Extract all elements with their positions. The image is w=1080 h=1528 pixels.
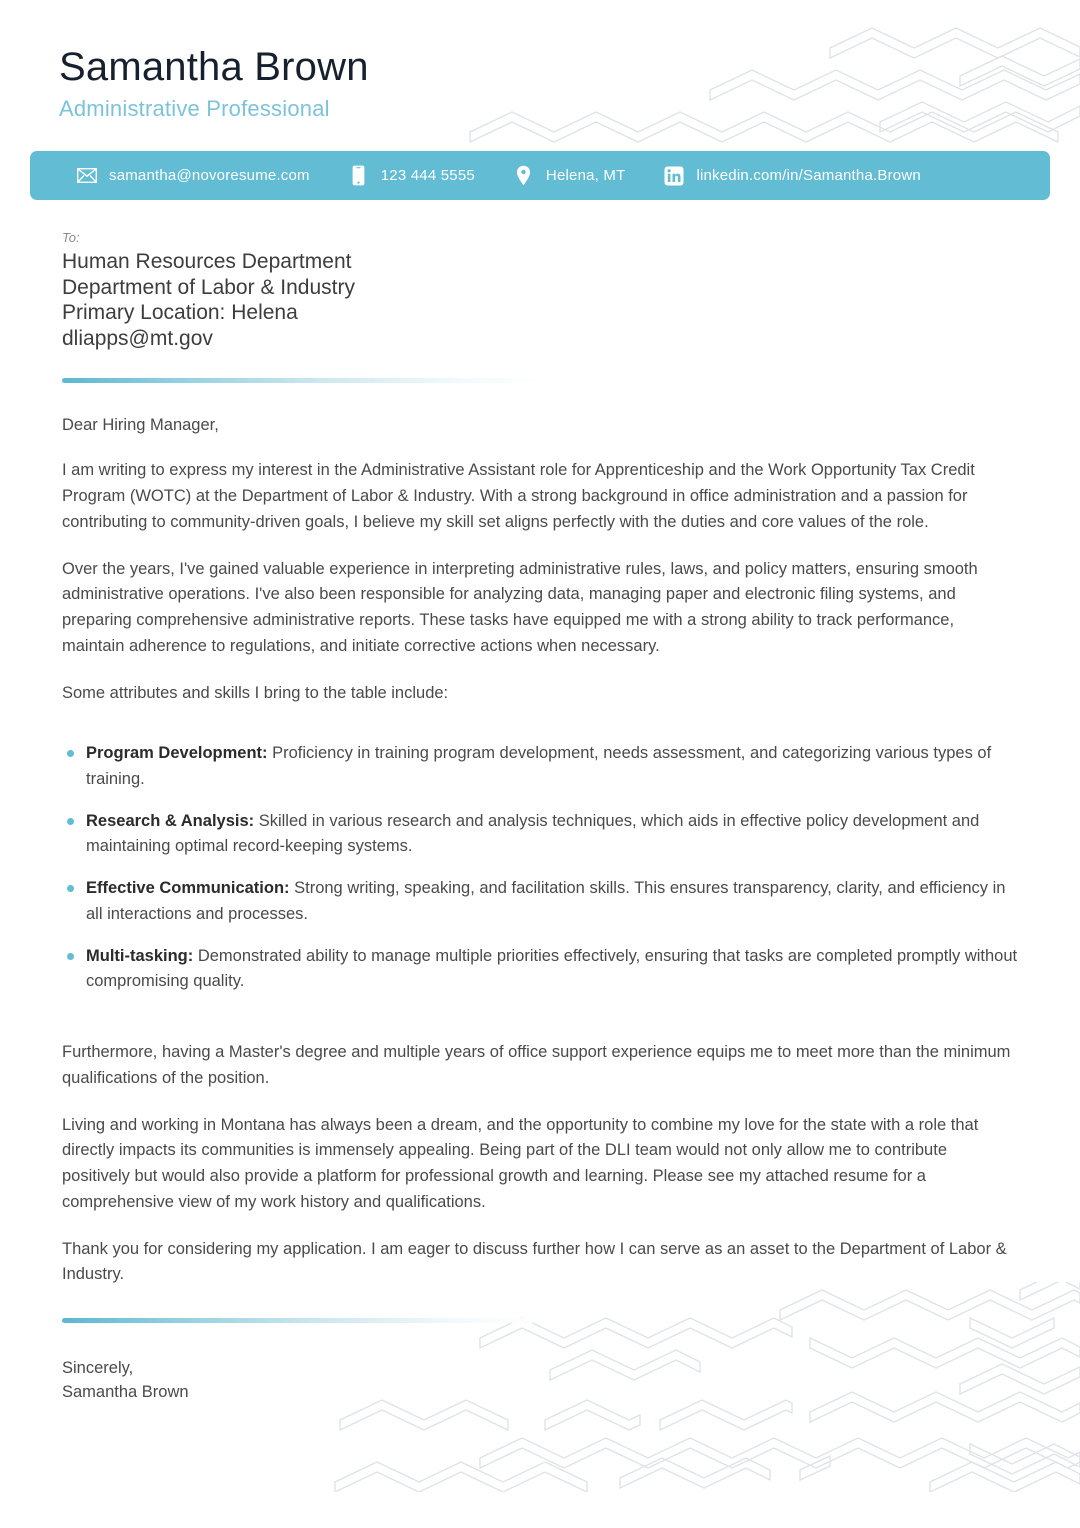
closing-text: Sincerely, — [62, 1359, 134, 1377]
paragraph-4: Living and working in Montana has always been a dream, and the opportunity to combine my love for the state with a role that directly impacts its communities is immensely appealing. Being part of the DLI team would not only allow me to contribute positively but would also provide a platform for professional growth and learning. Please see my attached resume for a comprehensive view of my work history and qualifications. — [62, 1115, 979, 1211]
location-pin-icon — [513, 165, 535, 187]
bullet-text: Demonstrated ability to manage multiple priorities effectively, ensuring that tasks are completed promptly without compromising quality. — [86, 946, 1018, 991]
bullet-dot-icon — [67, 885, 74, 892]
bullet-lead: Research & Analysis: — [86, 811, 255, 830]
contact-item-linkedin[interactable] — [663, 165, 920, 187]
paragraph-5: Thank you for considering my application. I am eager to discuss further how I can serve as an asset to the Department of Labor & Industry. — [62, 1239, 1007, 1284]
envelope-icon — [76, 165, 98, 187]
paragraph-2: Over the years, I've gained valuable experience in interpreting administrative rules, laws, and policy matters, ensuring smooth administrative operations. I've also been responsible for analyzing data, managing paper and electronic filing systems, and preparing comprehensive administrative reports. These tasks have equipped me with a strong ability to track performance, maintain adherence to regulations, and initiate corrective actions when necessary. — [62, 559, 978, 655]
phone-icon — [348, 165, 370, 187]
bullet-dot-icon — [67, 750, 74, 757]
bullet-lead: Effective Communication: — [86, 879, 290, 898]
bullet-dot-icon — [67, 953, 74, 960]
bullet-dot-icon — [67, 818, 74, 825]
signature-block — [62, 1357, 1018, 1405]
job-title: Administrative Professional — [59, 96, 330, 122]
divider-top — [62, 378, 542, 383]
contact-item-email[interactable] — [76, 165, 310, 187]
letter-header — [0, 0, 1080, 122]
bullet-lead: Multi-tasking: — [86, 946, 194, 965]
contact-item-phone[interactable] — [348, 165, 475, 187]
bullet-text: Strong writing, speaking, and facilitation skills. This ensures transparency, clarity, and efficiency in all interactions and processes. — [86, 879, 1006, 923]
divider-bottom — [62, 1318, 542, 1323]
bullet-text: Skilled in various research and analysis techniques, which aids in effective policy development and maintaining optimal record-keeping systems. — [86, 811, 980, 856]
signature-name: Samantha Brown — [62, 1382, 189, 1401]
letter-body — [0, 230, 1080, 1405]
salutation: Dear Hiring Manager, — [62, 415, 219, 434]
contact-bar — [30, 151, 1050, 200]
skills-list — [62, 741, 1018, 995]
recipient-line: Primary Location: Helena — [62, 301, 298, 325]
contact-email-text: samantha@novoresume.com — [109, 167, 310, 185]
list-item — [62, 741, 1018, 792]
list-item — [62, 809, 1018, 860]
spacer — [62, 995, 1018, 1019]
paragraph-3: Furthermore, having a Master's degree and multiple years of office support experience equips me to meet more than the minimum qualifications of the position. — [62, 1043, 1011, 1087]
contact-linkedin-text: linkedin.com/in/Samantha.Brown — [696, 167, 921, 185]
contact-phone-text: 123 444 5555 — [380, 167, 475, 185]
list-item — [62, 944, 1018, 995]
page-title: Samantha Brown — [59, 45, 369, 89]
recipient-line: dliapps@mt.gov — [62, 327, 213, 351]
bullet-lead: Program Development: — [86, 744, 268, 763]
contact-location-text: Helena, MT — [545, 167, 626, 185]
linkedin-icon — [663, 165, 685, 187]
paragraph-1: I am writing to express my interest in the Administrative Assistant role for Apprenticeship and the Work Opportunity Tax Credit Program (WOTC) at the Department of Labor & Industry. With a strong background in office administration and a passion for contributing to community-driven goals, I believe my skill set aligns perfectly with the duties and core values of the role. — [62, 461, 975, 531]
recipient-line: Human Resources Department — [62, 250, 352, 274]
recipient-line: Department of Labor & Industry — [62, 275, 355, 299]
list-item — [62, 876, 1018, 927]
recipient-address — [62, 249, 1018, 351]
contact-item-location[interactable] — [513, 165, 626, 187]
skills-intro: Some attributes and skills I bring to the table include: — [62, 683, 449, 702]
recipient-label: To: — [62, 230, 80, 246]
bullet-text: Proficiency in training program development, needs assessment, and categorizing various types of training. — [86, 744, 992, 788]
